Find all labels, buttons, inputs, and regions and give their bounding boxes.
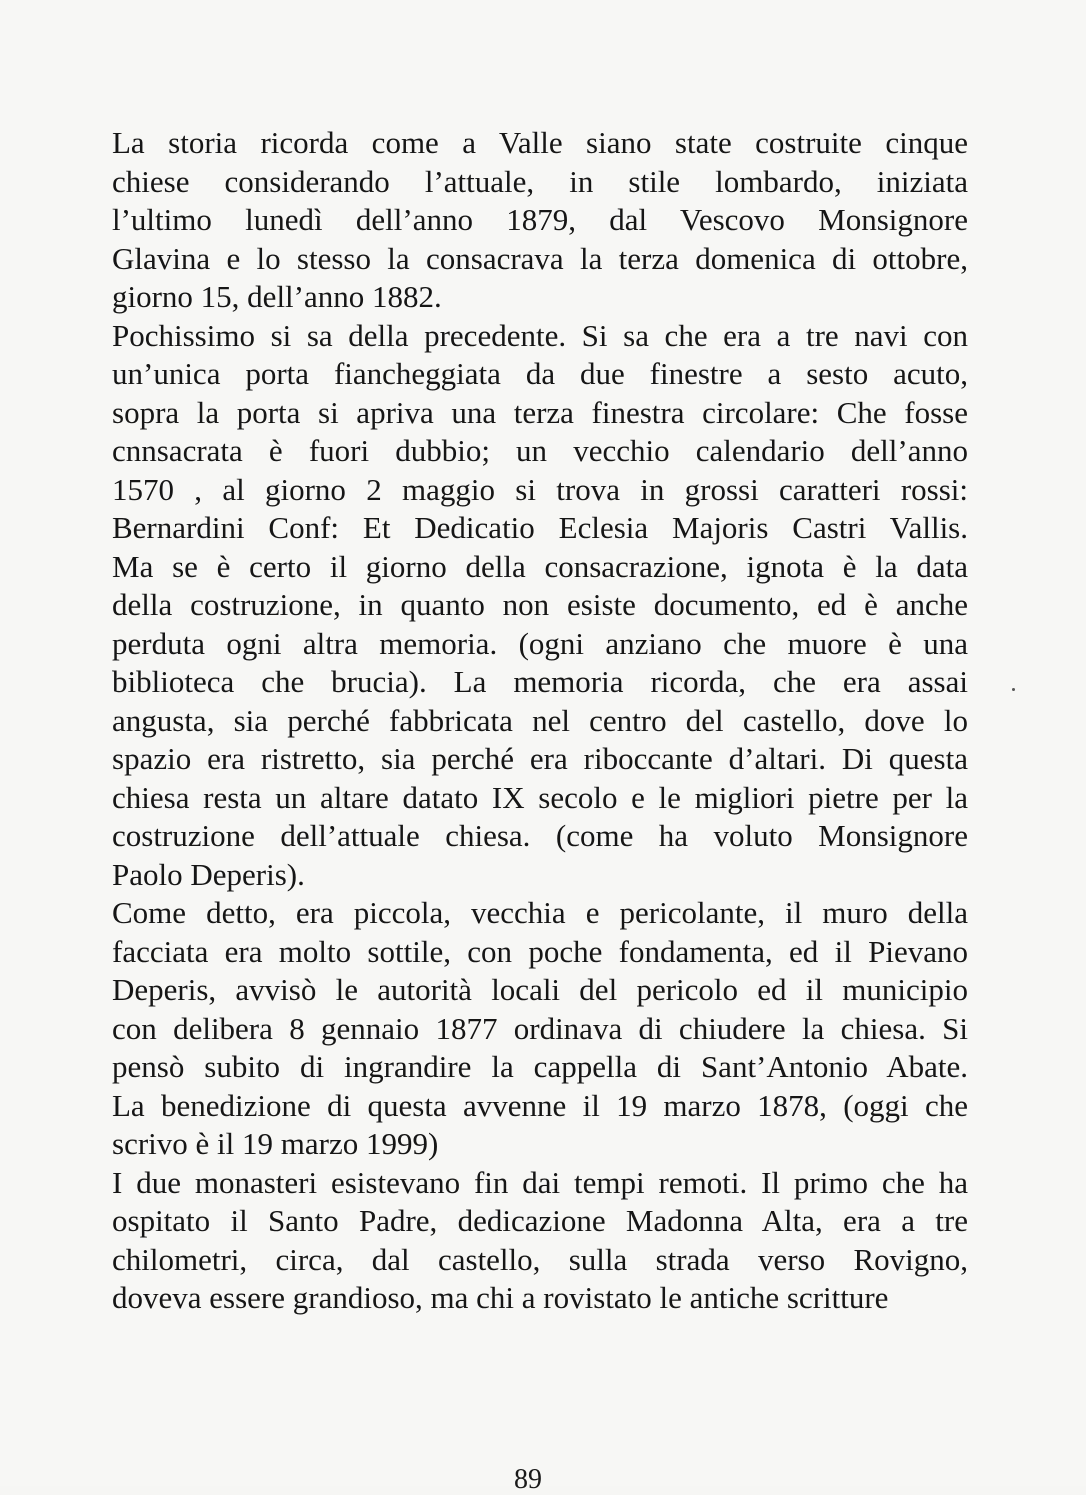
paragraph-1	[112, 124, 968, 317]
text-line: chilometri, circa, dal castello, sulla strada verso Rovigno,	[112, 1241, 968, 1277]
text-line: ospitato il Santo Padre, dedicazione Madonna Alta, era a tre	[112, 1203, 968, 1238]
text-line: spazio era ristretto, sia perché era riboccante d’altari. Di questa	[112, 741, 968, 776]
paragraph-4	[112, 1164, 968, 1318]
text-line: doveva essere grandioso, ma chi a rovistato le antiche scritture	[112, 1280, 889, 1315]
text-line: Bernardini Conf: Et Dedicatio Eclesia Majoris Castri Vallis.	[112, 510, 968, 545]
text-line: Deperis, avvisò le autorità locali del pericolo ed il municipio	[112, 972, 968, 1007]
page-number: 89	[514, 1464, 542, 1495]
text-line: cnnsacrata è fuori dubbio; un vecchio calendario dell’anno	[112, 433, 968, 468]
text-line: della costruzione, in quanto non esiste documento, ed è anche	[112, 587, 968, 622]
text-line: La storia ricorda come a Valle siano state costruite cinque	[112, 125, 968, 160]
text-line: sopra la porta si apriva una terza finestra circolare: Che fosse	[112, 394, 968, 430]
text-line: con delibera 8 gennaio 1877 ordinava di chiudere la chiesa. Si	[112, 1010, 968, 1046]
text-line: Ma se è certo il giorno della consacrazione, ignota è la data	[112, 548, 968, 584]
text-line: angusta, sia perché fabbricata nel centro del castello, dove lo	[112, 702, 968, 738]
paragraph-3	[112, 894, 968, 1164]
text-line: Come detto, era piccola, vecchia e pericolante, il muro della	[112, 895, 968, 930]
paragraph-2	[112, 317, 968, 895]
text-line: perduta ogni altra memoria. (ogni anziano che muore è una	[112, 625, 968, 661]
text-line: chiesa resta un altare datato IX secolo e le migliori pietre per la	[112, 779, 968, 815]
text-line: un’unica porta fiancheggiata da due finestre a sesto acuto,	[112, 356, 968, 391]
scan-speck	[1012, 688, 1015, 691]
text-line: Glavina e lo stesso la consacrava la terza domenica di ottobre,	[112, 240, 968, 276]
text-line: costruzione dell’attuale chiesa. (come ha voluto Monsignore	[112, 818, 968, 853]
text-line: scrivo è il 19 marzo 1999)	[112, 1126, 439, 1161]
text-line: Pochissimo si sa della precedente. Si sa che era a tre navi con	[112, 317, 968, 353]
body-text	[112, 124, 968, 1318]
text-line: pensò subito di ingrandire la cappella di Sant’Antonio Abate.	[112, 1049, 968, 1084]
text-line: Paolo Deperis).	[112, 856, 305, 892]
text-line: giorno 15, dell’anno 1882.	[112, 279, 442, 314]
text-line: facciata era molto sottile, con poche fondamenta, ed il Pievano	[112, 933, 968, 969]
text-line: l’ultimo lunedì dell’anno 1879, dal Vescovo Monsignore	[112, 202, 968, 237]
text-line: La benedizione di questa avvenne il 19 marzo 1878, (oggi che	[112, 1087, 968, 1123]
text-line: chiese considerando l’attuale, in stile lombardo, iniziata	[112, 163, 968, 199]
text-line: I due monasteri esistevano fin dai tempi remoti. Il primo che ha	[112, 1164, 968, 1200]
text-line: biblioteca che brucia). La memoria ricorda, che era assai	[112, 664, 968, 699]
text-line: 1570 , al giorno 2 maggio si trova in grossi caratteri rossi:	[112, 471, 968, 507]
